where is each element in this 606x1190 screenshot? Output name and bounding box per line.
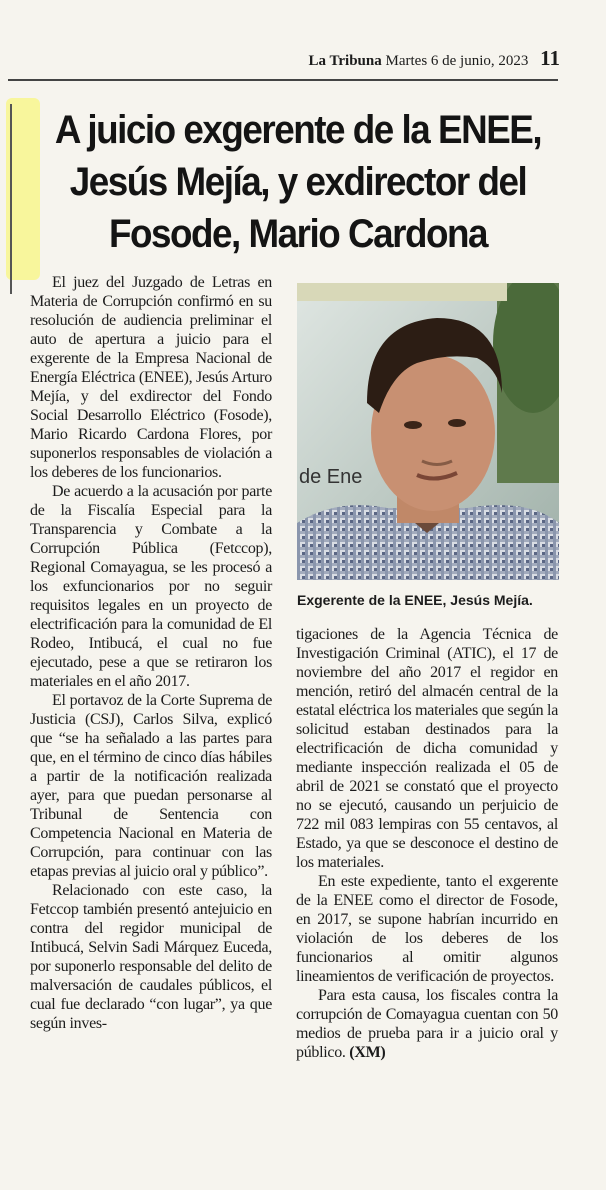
paragraph: Relacionado con este caso, la Fetccop también presentó antejuicio en contra del regidor municipal de Intibucá, Selvin Sadi Márquez Euceda, por suponerlo responsable del delito de malversación de caudales públicos, el cual fue declarado “con lugar”, ya que según inves-: [30, 882, 272, 1032]
paragraph: El juez del Juzgado de Letras en Materia de Corrupción confirmó en su resolución de audiencia preliminar el auto de apertura a juicio para el exgerente de la Empresa Nacional de Energía Eléctrica (ENEE), Jesús Arturo Mejía, y del exdirector del Fondo Social Desarrollo Eléctrico (Fosode), Mario Ricardo Cardona Flores, por suponerlos responsables de violación a los deberes de los funcionarios.: [30, 274, 272, 481]
paragraph: En este expediente, tanto el exgerente de la ENEE como el director de Fosode, en 2017, se supone habrían incurrido en violación de los deberes de los funcionarios al omitir algunos lineamientos de verificación de proyectos.: [296, 873, 558, 985]
paragraph: El portavoz de la Corte Suprema de Justicia (CSJ), Carlos Silva, explicó que “se ha señalado a las partes para que, en el término de cinco días hábiles a partir de la notificación realizada ayer, para que puedan personarse al Tribunal de Sentencia con Competencia Nacional en Materia de Corrupción, para continuar con las etapas previas al juicio oral y público”.: [30, 692, 272, 880]
photo-backdrop-text: de Ene: [299, 466, 363, 488]
article-column-right: [296, 625, 558, 1062]
paragraph-text: Para esta causa, los fiscales contra la corrupción de Comayagua cuentan con 50 medios de prueba para ir a juicio oral y público.: [296, 987, 558, 1061]
photo-caption: Exgerente de la ENEE, Jesús Mejía.: [297, 592, 533, 608]
column-rule: [10, 104, 12, 294]
author-byline: (XM): [349, 1044, 386, 1061]
newspaper-name: La Tribuna: [308, 53, 382, 69]
portrait-photo: [297, 283, 559, 580]
paragraph-last: [296, 986, 558, 1062]
page-number: 11: [540, 46, 560, 70]
portrait-illustration: [297, 283, 559, 580]
issue-date: Martes 6 de junio, 2023: [385, 53, 529, 69]
paragraph: De acuerdo a la acusación por parte de la Fiscalía Especial para la Transparencia y Combate a la Corrupción Pública (Fetccop), Regional Comayagua, se les procesó a los exfuncionarios por no seguir requisitos legales en un proyecto de electrificación para la comunidad de El Rodeo, Intibucá, el cual no fue ejecutado, pese a que se retiraron los materiales en el año 2017.: [30, 483, 272, 690]
article-headline: A juicio exgerente de la ENEE, Jesús Mejía, y exdirector del Fosode, Mario Cardona: [54, 108, 542, 256]
page-header: [0, 46, 560, 74]
header-rule: [8, 79, 558, 81]
paragraph: tigaciones de la Agencia Técnica de Investigación Criminal (ATIC), el 17 de noviembre del año 2017 el regidor en mención, retiró del almacén central de la estatal eléctrica los materiales que según la solicitud estaban destinados para la electrificación de dicha comunidad y mediante inspección realizada el 05 de abril de 2021 se constató que el proyecto no se ejecutó, causando un perjuicio de 722 mil 083 lempiras con 55 centavos, al Estado, ya que se desconoce el destino de los materiales.: [296, 626, 558, 871]
article-column-left: [30, 273, 272, 1033]
